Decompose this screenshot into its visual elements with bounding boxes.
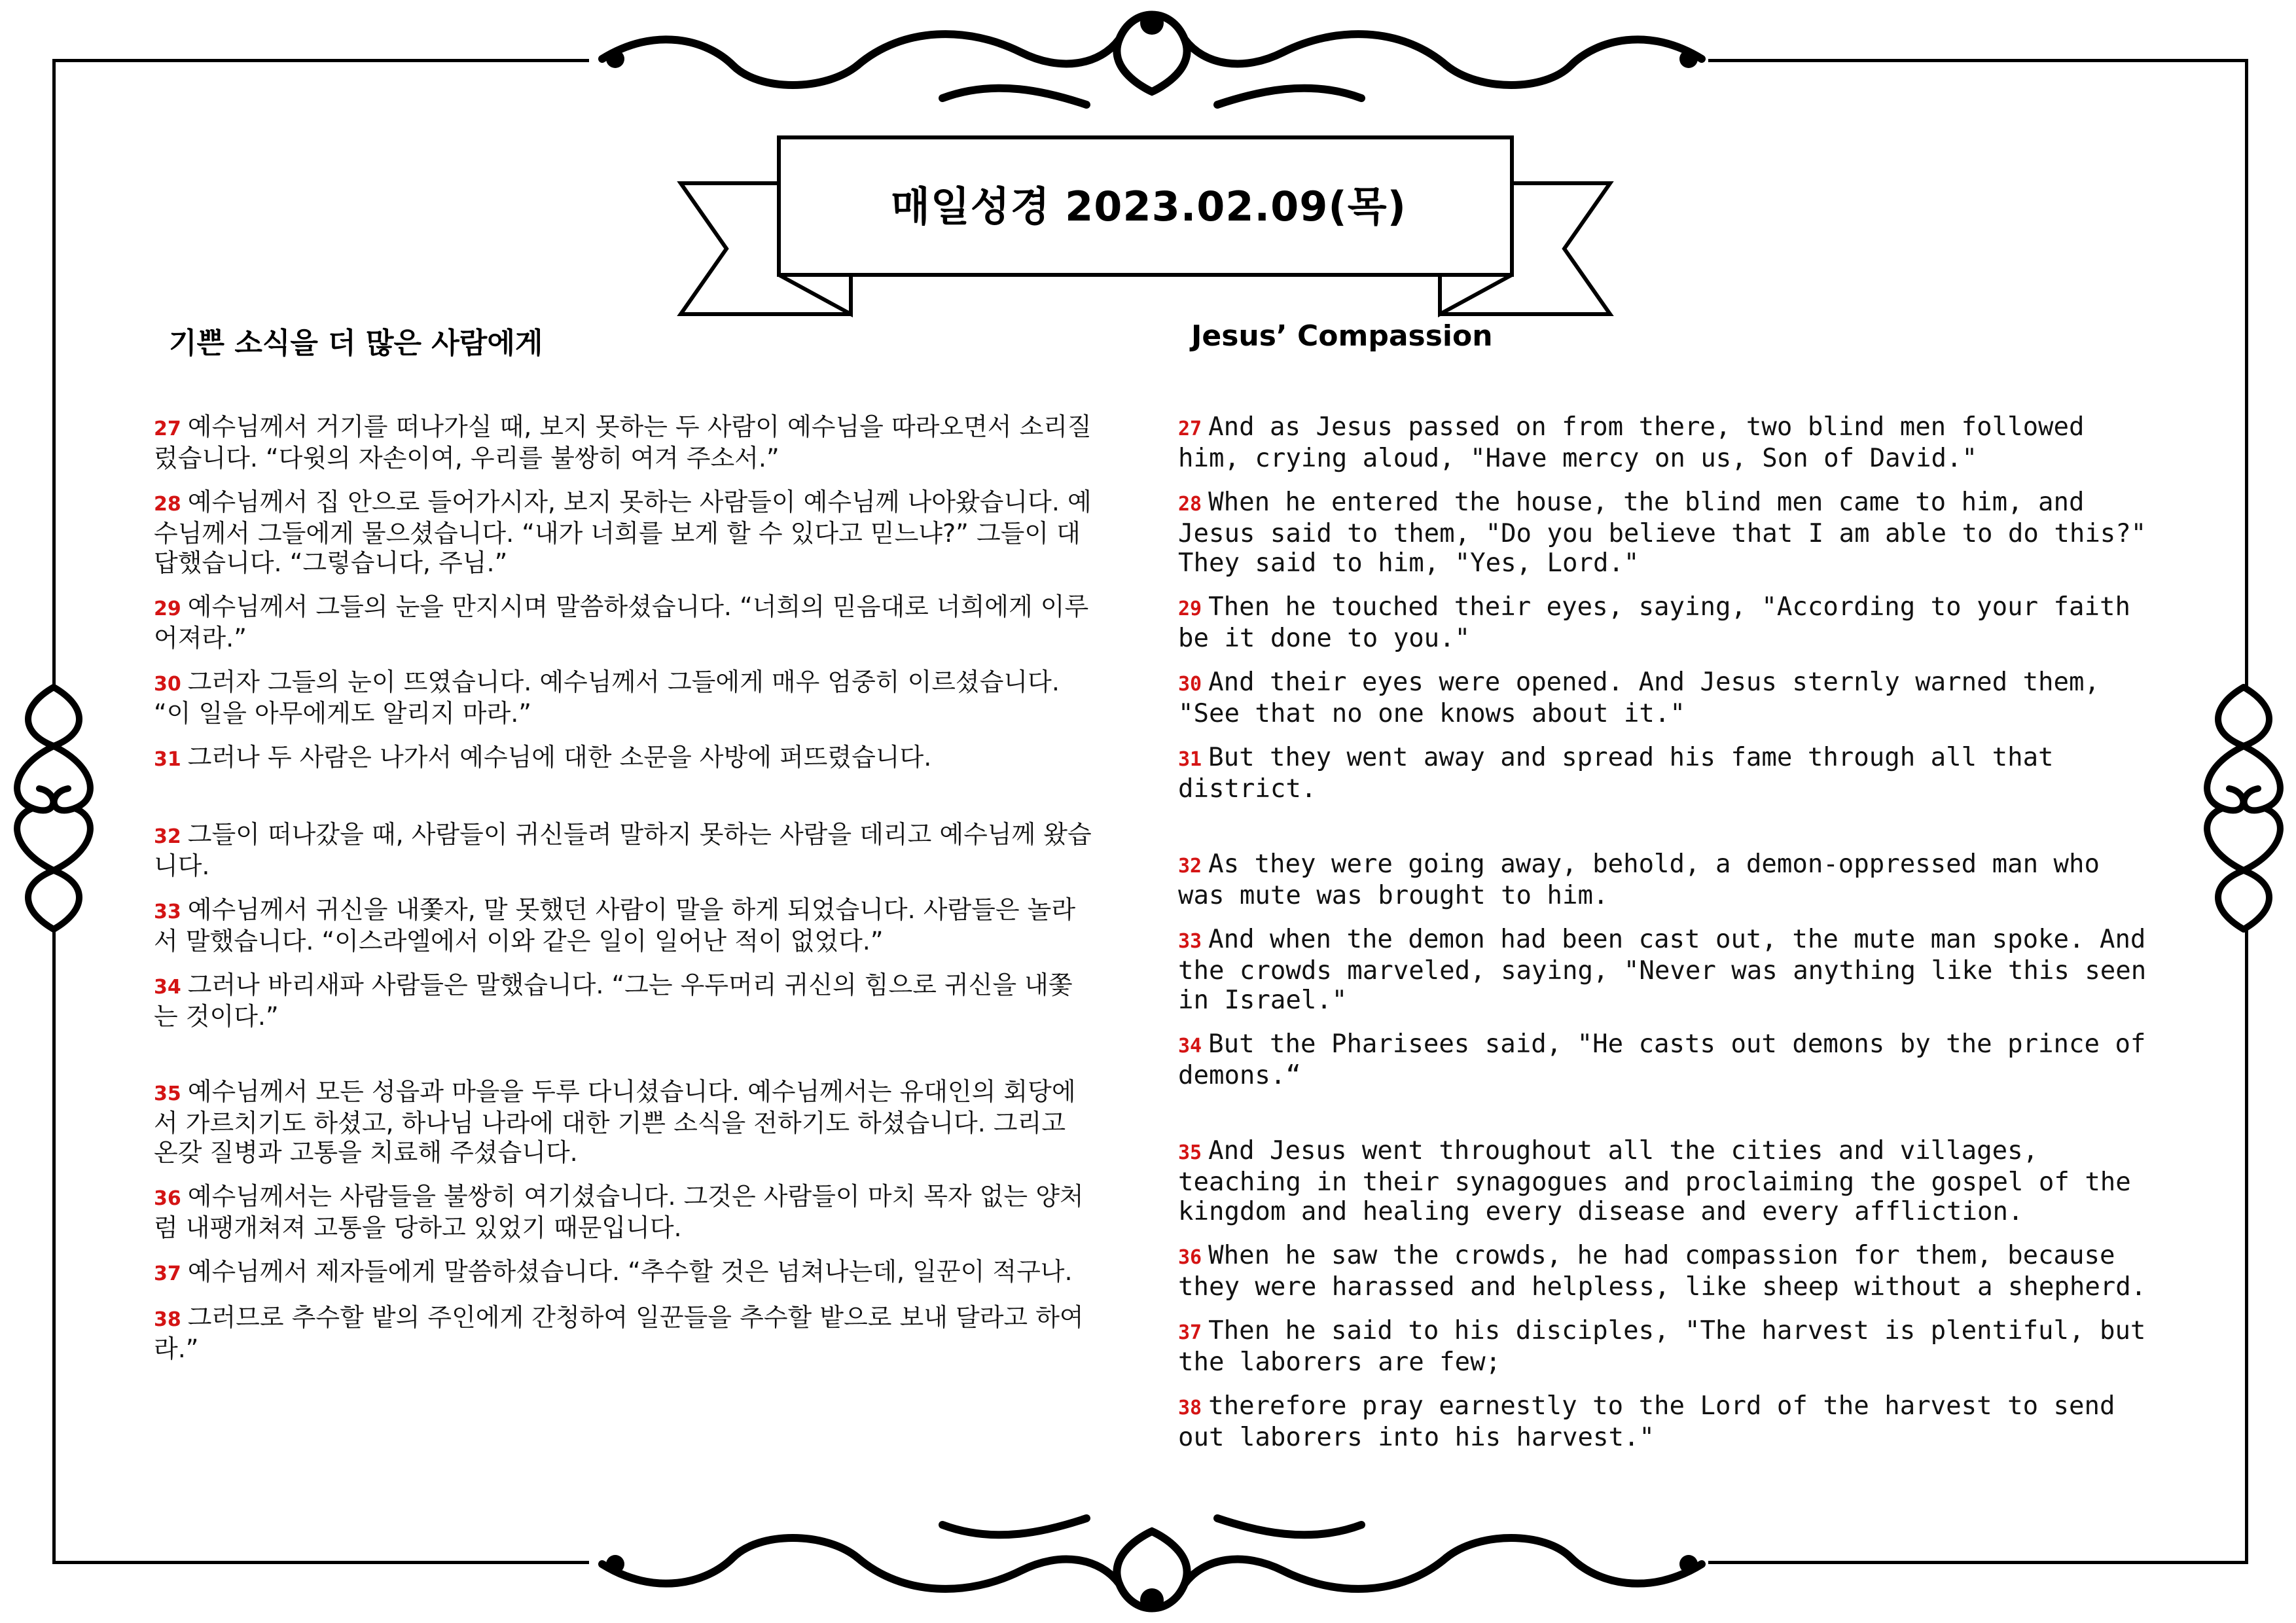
verse-en-34 [1178, 1029, 2160, 1090]
top-scroll-ornament [576, 0, 1728, 118]
verse-number: 34 [1178, 1035, 1202, 1058]
frame-left-lower-line [52, 929, 56, 1564]
verse-number: 33 [1178, 930, 1202, 953]
verse-text: 예수님께서는 사람들을 불쌍히 여기셨습니다. 그것은 사람들이 마치 목자 없는 양처럼 내팽개쳐져 고통을 당하고 있었기 때문입니다. [154, 1182, 1084, 1242]
verse-number: 35 [1178, 1141, 1202, 1164]
verse-number: 28 [1178, 493, 1202, 516]
verse-ko-35 [154, 1077, 1096, 1168]
korean-verses-column [154, 412, 1096, 1378]
verse-en-38 [1178, 1391, 2160, 1452]
left-side-ornament [0, 681, 111, 936]
korean-heading: 기쁜 소식을 더 많은 사람에게 [169, 327, 543, 360]
verse-text: 예수님께서 제자들에게 말씀하셨습니다. “추수할 것은 넘쳐나는데, 일꾼이 적구나. [187, 1257, 1073, 1286]
verse-number: 32 [154, 825, 181, 848]
verse-number: 36 [1178, 1246, 1202, 1269]
verse-text: 그러나 두 사람은 나가서 예수님에 대한 소문을 사방에 퍼뜨렸습니다. [187, 743, 932, 772]
verse-ko-34 [154, 971, 1096, 1031]
verse-number: 38 [154, 1308, 181, 1331]
verse-ko-28 [154, 488, 1096, 578]
verse-en-37 [1178, 1316, 2160, 1377]
verse-number: 27 [154, 418, 181, 440]
verse-text: Then he touched their eyes, saying, "According to your faith be it done to you." [1178, 592, 2130, 653]
verse-ko-32 [154, 820, 1096, 881]
verse-en-36 [1178, 1241, 2160, 1302]
verse-number: 29 [154, 597, 181, 620]
verse-ko-27 [154, 412, 1096, 473]
verse-text: And as Jesus passed on from there, two blind men followed him, crying aloud, "Have mercy on us, Son of David." [1178, 412, 2085, 473]
verse-text: 예수님께서 집 안으로 들어가시자, 보지 못하는 사람들이 예수님께 나아왔습니다. 예수님께서 그들에게 물으셨습니다. “내가 너희를 보게 할 수 있다고 믿느냐?” 그들이 대답했습니다. “그렇습니다, 주님.” [154, 488, 1092, 577]
verse-number: 30 [154, 673, 181, 696]
verse-text: And Jesus went throughout all the cities and villages, teaching in their synagogues and proclaiming the gospel of the kingdom and healing every disease and every affliction. [1178, 1136, 2131, 1226]
frame-bottom-left-line [52, 1561, 589, 1564]
english-heading: Jesus’ Compassion [1191, 319, 1493, 353]
verse-text: And their eyes were opened. And Jesus sternly warned them, "See that no one knows about it." [1178, 668, 2100, 728]
verse-number: 32 [1178, 855, 1202, 878]
verse-number: 30 [1178, 673, 1202, 696]
verse-ko-30 [154, 668, 1096, 728]
verse-ko-36 [154, 1182, 1096, 1243]
verse-number: 37 [154, 1262, 181, 1285]
page-title: 매일성경 2023.02.09(목) [891, 182, 1407, 230]
verse-text: 그러므로 추수할 밭의 주인에게 간청하여 일꾼들을 추수할 밭으로 보내 달라고 하여라.” [154, 1303, 1084, 1363]
verse-text: 그러자 그들의 눈이 뜨였습니다. 예수님께서 그들에게 매우 엄중히 이르셨습니다. “이 일을 아무에게도 알리지 마라.” [154, 668, 1060, 728]
verse-number: 36 [154, 1187, 181, 1210]
verse-text: 예수님께서 거기를 떠나가실 때, 보지 못하는 두 사람이 예수님을 따라오면서 소리질렀습니다. “다윗의 자손이여, 우리를 불쌍히 여겨 주소서.” [154, 412, 1092, 473]
verse-text: And when the demon had been cast out, the mute man spoke. And the crowds marveled, saying, "Never was anything like this seen in Israel." [1178, 925, 2147, 1015]
verse-ko-31 [154, 743, 1096, 774]
frame-right-upper-line [2245, 59, 2248, 687]
verse-ko-33 [154, 895, 1096, 956]
english-verses-column [1178, 412, 2160, 1467]
verse-number: 29 [1178, 597, 1202, 620]
frame-top-left-line [52, 59, 589, 62]
frame-bottom-right-line [1708, 1561, 2248, 1564]
verse-text: Then he said to his disciples, "The harvest is plentiful, but the laborers are few; [1178, 1316, 2146, 1377]
verse-text: 예수님께서 귀신을 내쫓자, 말 못했던 사람이 말을 하게 되었습니다. 사람들은 놀라서 말했습니다. “이스라엘에서 이와 같은 일이 일어난 적이 없었다.” [154, 895, 1076, 955]
verse-text: 예수님께서 그들의 눈을 만지시며 말씀하셨습니다. “너희의 믿음대로 너희에게 이루어져라.” [154, 592, 1089, 652]
verse-en-28 [1178, 488, 2160, 578]
verse-text: When he entered the house, the blind men came to him, and Jesus said to them, "Do you believe that I am able to do this?" They said to him, "Yes, Lord." [1178, 488, 2147, 578]
verse-en-33 [1178, 925, 2160, 1015]
verse-number: 27 [1178, 418, 1202, 440]
verse-en-29 [1178, 592, 2160, 653]
verse-ko-29 [154, 592, 1096, 653]
verse-en-32 [1178, 849, 2160, 910]
verse-number: 37 [1178, 1321, 1202, 1344]
right-side-ornament [2186, 681, 2296, 936]
frame-left-upper-line [52, 59, 56, 687]
frame-top-right-line [1708, 59, 2248, 62]
verse-text: As they were going away, behold, a demon-oppressed man who was mute was brought to him. [1178, 849, 2100, 910]
verse-en-30 [1178, 668, 2160, 728]
verse-number: 35 [154, 1082, 181, 1105]
verse-text: But they went away and spread his fame through all that district. [1178, 743, 2054, 804]
verse-en-31 [1178, 743, 2160, 804]
verse-number: 31 [154, 748, 181, 771]
verse-text: When he saw the crowds, he had compassion for them, because they were harassed and helpless, like sheep without a shepherd. [1178, 1241, 2147, 1302]
verse-number: 28 [154, 493, 181, 516]
verse-en-35 [1178, 1136, 2160, 1226]
verse-ko-38 [154, 1303, 1096, 1364]
verse-ko-37 [154, 1257, 1096, 1289]
verse-text: But the Pharisees said, "He casts out demons by the prince of demons.“ [1178, 1029, 2146, 1090]
verse-number: 34 [154, 976, 181, 999]
verse-en-27 [1178, 412, 2160, 473]
verse-text: 그러나 바리새파 사람들은 말했습니다. “그는 우두머리 귀신의 힘으로 귀신을 내쫓는 것이다.” [154, 971, 1073, 1031]
verse-number: 33 [154, 901, 181, 923]
frame-right-lower-line [2245, 929, 2248, 1564]
verse-number: 31 [1178, 748, 1202, 771]
verse-text: 그들이 떠나갔을 때, 사람들이 귀신들려 말하지 못하는 사람을 데리고 예수님께 왔습니다. [154, 820, 1092, 880]
bottom-scroll-ornament [576, 1505, 1728, 1623]
verse-text: 예수님께서 모든 성읍과 마을을 두루 다니셨습니다. 예수님께서는 유대인의 회당에서 가르치기도 하셨고, 하나님 나라에 대한 기쁜 소식을 전하기도 하셨습니다. 그리고 온갖 질병과 고통을 치료해 주셨습니다. [154, 1077, 1076, 1167]
verse-text: therefore pray earnestly to the Lord of the harvest to send out laborers into his harvest." [1178, 1391, 2115, 1452]
verse-number: 38 [1178, 1397, 1202, 1419]
